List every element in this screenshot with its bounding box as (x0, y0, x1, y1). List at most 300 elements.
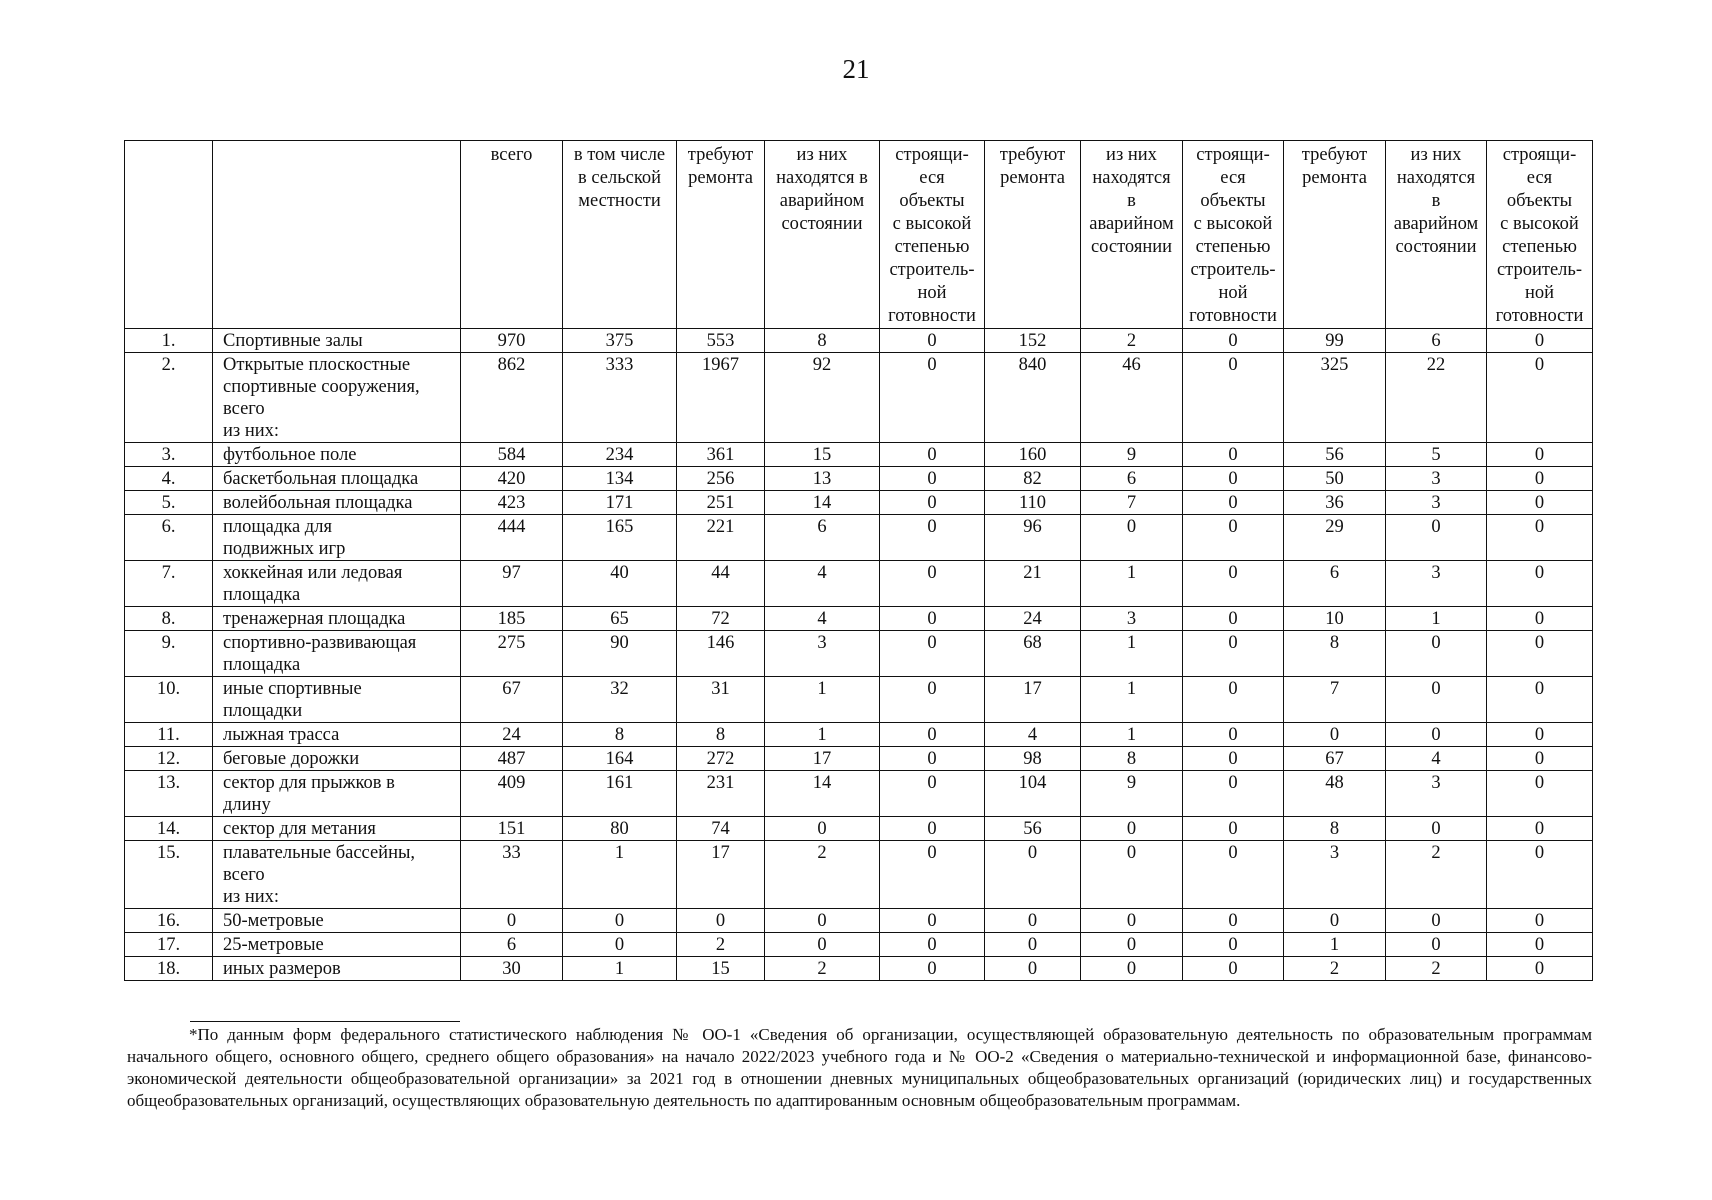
value-cell: 2 (765, 957, 880, 981)
row-name-line: всего (223, 865, 265, 885)
header-line: в том числе (573, 145, 666, 165)
header-line: объекты (899, 191, 965, 211)
value-cell: 0 (1183, 561, 1284, 607)
value-cell: 333 (563, 353, 677, 443)
table-row (125, 677, 1593, 723)
header-cell (1183, 141, 1284, 329)
value-cell: 0 (1081, 515, 1183, 561)
value-cell: 14 (765, 771, 880, 817)
value-cell: 0 (985, 841, 1081, 909)
value-cell: 104 (985, 771, 1081, 817)
row-number: 18. (125, 957, 213, 981)
value-cell: 0 (880, 443, 985, 467)
value-cell: 3 (1386, 561, 1487, 607)
value-cell: 553 (677, 329, 765, 353)
value-cell: 275 (461, 631, 563, 677)
header-cell (125, 141, 213, 329)
value-cell: 4 (765, 561, 880, 607)
row-name-line: 50-метровые (223, 911, 324, 931)
value-cell: 92 (765, 353, 880, 443)
value-cell: 0 (1081, 841, 1183, 909)
row-name (213, 607, 461, 631)
header-line: состоянии (1395, 237, 1477, 257)
table-row (125, 909, 1593, 933)
row-number: 4. (125, 467, 213, 491)
value-cell: 151 (461, 817, 563, 841)
value-cell: 0 (1487, 677, 1593, 723)
row-name-line: площадка для (223, 517, 332, 537)
header-line: с высокой (1500, 214, 1579, 234)
header-cell (563, 141, 677, 329)
value-cell: 0 (1386, 933, 1487, 957)
header-line: с высокой (892, 214, 972, 234)
value-cell: 0 (1284, 909, 1386, 933)
value-cell: 164 (563, 747, 677, 771)
row-number: 1. (125, 329, 213, 353)
header-cell (1487, 141, 1593, 329)
value-cell: 7 (1081, 491, 1183, 515)
value-cell: 1 (563, 841, 677, 909)
row-name-line: 25-метровые (223, 935, 324, 955)
value-cell: 1 (1081, 561, 1183, 607)
table-row (125, 329, 1593, 353)
value-cell: 17 (765, 747, 880, 771)
table-row (125, 467, 1593, 491)
row-name-line: из них: (223, 421, 280, 441)
value-cell: 4 (1386, 747, 1487, 771)
header-line: ной (1524, 283, 1555, 303)
value-cell: 0 (1487, 443, 1593, 467)
header-line: строитель- (1190, 260, 1276, 280)
row-name (213, 515, 461, 561)
row-name-line: спортивные сооружения, (223, 377, 420, 397)
value-cell: 840 (985, 353, 1081, 443)
value-cell: 1 (765, 723, 880, 747)
value-cell: 0 (1081, 933, 1183, 957)
header-line: степенью (894, 237, 970, 257)
value-cell: 1 (1081, 677, 1183, 723)
value-cell: 420 (461, 467, 563, 491)
value-cell: 96 (985, 515, 1081, 561)
value-cell: 0 (1183, 491, 1284, 515)
value-cell: 65 (563, 607, 677, 631)
value-cell: 0 (1386, 515, 1487, 561)
value-cell: 0 (880, 329, 985, 353)
header-line: в (1431, 191, 1441, 211)
value-cell: 0 (880, 561, 985, 607)
value-cell: 3 (1386, 771, 1487, 817)
table-row (125, 841, 1593, 909)
row-name (213, 631, 461, 677)
value-cell: 29 (1284, 515, 1386, 561)
header-line: ремонта (1000, 168, 1065, 188)
row-number: 5. (125, 491, 213, 515)
row-name (213, 909, 461, 933)
header-cell (1284, 141, 1386, 329)
value-cell: 0 (1487, 467, 1593, 491)
value-cell: 444 (461, 515, 563, 561)
value-cell: 0 (1487, 841, 1593, 909)
row-number: 11. (125, 723, 213, 747)
row-name-line: площадка (223, 585, 301, 605)
value-cell: 231 (677, 771, 765, 817)
row-number: 15. (125, 841, 213, 909)
row-name-line: площадка (223, 655, 301, 675)
value-cell: 161 (563, 771, 677, 817)
value-cell: 0 (880, 631, 985, 677)
row-name (213, 933, 461, 957)
value-cell: 0 (1081, 817, 1183, 841)
row-name (213, 957, 461, 981)
value-cell: 90 (563, 631, 677, 677)
value-cell: 110 (985, 491, 1081, 515)
value-cell: 0 (985, 933, 1081, 957)
value-cell: 32 (563, 677, 677, 723)
sports-facilities-table (124, 140, 1593, 981)
table-row (125, 491, 1593, 515)
header-line: аварийном (1393, 214, 1479, 234)
value-cell: 2 (1081, 329, 1183, 353)
row-name-line: беговые дорожки (223, 749, 360, 769)
table-row (125, 933, 1593, 957)
value-cell: 0 (1487, 723, 1593, 747)
row-name (213, 747, 461, 771)
value-cell: 0 (880, 491, 985, 515)
value-cell: 256 (677, 467, 765, 491)
value-cell: 2 (1386, 957, 1487, 981)
value-cell: 0 (1183, 723, 1284, 747)
header-cell (765, 141, 880, 329)
value-cell: 152 (985, 329, 1081, 353)
value-cell: 134 (563, 467, 677, 491)
value-cell: 0 (1183, 841, 1284, 909)
value-cell: 0 (1183, 909, 1284, 933)
header-line: еся (919, 168, 945, 188)
value-cell: 67 (1284, 747, 1386, 771)
value-cell: 1 (563, 957, 677, 981)
row-name-line: Спортивные залы (223, 331, 363, 351)
value-cell: 0 (1183, 329, 1284, 353)
value-cell: 0 (1183, 677, 1284, 723)
row-name-line: площадки (223, 701, 303, 721)
header-line: из них (1410, 145, 1462, 165)
table-body (125, 329, 1593, 981)
row-name-line: плавательные бассейны, (223, 843, 416, 863)
value-cell: 0 (765, 909, 880, 933)
row-name-line: футбольное поле (223, 445, 357, 465)
value-cell: 9 (1081, 443, 1183, 467)
value-cell: 0 (1487, 957, 1593, 981)
value-cell: 0 (985, 957, 1081, 981)
value-cell: 2 (677, 933, 765, 957)
value-cell: 8 (1081, 747, 1183, 771)
value-cell: 0 (1284, 723, 1386, 747)
value-cell: 0 (1487, 631, 1593, 677)
value-cell: 361 (677, 443, 765, 467)
value-cell: 4 (985, 723, 1081, 747)
table-row (125, 353, 1593, 443)
footnote: *По данным форм федерального статистического наблюдения № ОО-1 «Сведения об организации, осуществляющей образовательную деятельность по образовательным программам начального общего, основного общего, среднего общего образования» на начало 2022/2023 учебного года и № ОО-2 «Сведения о материально-технической и информационной базе, финансово-экономической деятельности общеобразовательной организации» за 2021 год в отношении дневных муниципальных общеобразовательных организаций (юридических лиц) и государственных общеобразовательных организаций, осуществляющих образовательную деятельность по адаптированным основным общеобразовательным программам. (127, 1025, 1592, 1110)
value-cell: 584 (461, 443, 563, 467)
row-name-line: тренажерная площадка (223, 609, 406, 629)
value-cell: 44 (677, 561, 765, 607)
table-row (125, 515, 1593, 561)
header-line: находятся в (776, 168, 868, 188)
row-name-line: всего (223, 399, 265, 419)
value-cell: 0 (1183, 817, 1284, 841)
value-cell: 3 (1081, 607, 1183, 631)
row-name-line: сектор для прыжков в (223, 773, 395, 793)
row-number: 9. (125, 631, 213, 677)
value-cell: 160 (985, 443, 1081, 467)
row-number: 13. (125, 771, 213, 817)
row-name-line: лыжная трасса (223, 725, 340, 745)
value-cell: 8 (765, 329, 880, 353)
value-cell: 0 (985, 909, 1081, 933)
value-cell: 10 (1284, 607, 1386, 631)
row-name-line: сектор для метания (223, 819, 376, 839)
value-cell: 40 (563, 561, 677, 607)
table-row (125, 817, 1593, 841)
header-line: ной (917, 283, 947, 303)
row-name-line: иные спортивные (223, 679, 362, 699)
value-cell: 72 (677, 607, 765, 631)
row-name (213, 353, 461, 443)
table-row (125, 957, 1593, 981)
header-line: степенью (1195, 237, 1271, 257)
header-line: объекты (1200, 191, 1266, 211)
value-cell: 15 (765, 443, 880, 467)
header-line: ремонта (688, 168, 753, 188)
value-cell: 0 (1487, 933, 1593, 957)
value-cell: 97 (461, 561, 563, 607)
row-number: 2. (125, 353, 213, 443)
header-line: находятся (1092, 168, 1171, 188)
value-cell: 67 (461, 677, 563, 723)
value-cell: 0 (1386, 909, 1487, 933)
value-cell: 2 (1284, 957, 1386, 981)
value-cell: 36 (1284, 491, 1386, 515)
row-number: 12. (125, 747, 213, 771)
value-cell: 0 (880, 677, 985, 723)
value-cell: 8 (563, 723, 677, 747)
value-cell: 3 (1386, 467, 1487, 491)
row-name (213, 561, 461, 607)
header-line: находятся (1396, 168, 1476, 188)
header-cell (461, 141, 563, 329)
header-line: объекты (1506, 191, 1573, 211)
row-name-line: спортивно-развивающая (223, 633, 417, 653)
value-cell: 56 (985, 817, 1081, 841)
table-row (125, 723, 1593, 747)
value-cell: 0 (880, 515, 985, 561)
value-cell: 487 (461, 747, 563, 771)
header-line: строящи- (1502, 145, 1577, 165)
value-cell: 0 (1487, 909, 1593, 933)
header-line: строящи- (895, 145, 969, 165)
value-cell: 2 (765, 841, 880, 909)
value-cell: 9 (1081, 771, 1183, 817)
value-cell: 171 (563, 491, 677, 515)
value-cell: 68 (985, 631, 1081, 677)
header-line: аварийном (779, 191, 865, 211)
footnote-divider (190, 1021, 460, 1022)
header-line: строитель- (1496, 260, 1583, 280)
value-cell: 0 (1386, 817, 1487, 841)
header-cell (880, 141, 985, 329)
value-cell: 0 (1183, 607, 1284, 631)
value-cell: 13 (765, 467, 880, 491)
value-cell: 0 (880, 771, 985, 817)
value-cell: 234 (563, 443, 677, 467)
value-cell: 1 (1081, 631, 1183, 677)
table-row (125, 631, 1593, 677)
row-name-line: баскетбольная площадка (223, 469, 419, 489)
value-cell: 74 (677, 817, 765, 841)
header-line: строитель- (889, 260, 975, 280)
value-cell: 99 (1284, 329, 1386, 353)
value-cell: 0 (880, 957, 985, 981)
value-cell: 0 (1183, 771, 1284, 817)
row-name (213, 491, 461, 515)
header-line: с высокой (1193, 214, 1273, 234)
value-cell: 165 (563, 515, 677, 561)
row-name (213, 443, 461, 467)
value-cell: 0 (461, 909, 563, 933)
value-cell: 0 (677, 909, 765, 933)
value-cell: 80 (563, 817, 677, 841)
header-cell (1386, 141, 1487, 329)
row-number: 16. (125, 909, 213, 933)
row-name-line: иных размеров (223, 959, 341, 979)
value-cell: 1 (1284, 933, 1386, 957)
value-cell: 0 (880, 467, 985, 491)
row-number: 6. (125, 515, 213, 561)
table-header-row (125, 141, 1593, 329)
value-cell: 1 (1386, 607, 1487, 631)
table-row (125, 561, 1593, 607)
value-cell: 3 (1386, 491, 1487, 515)
value-cell: 409 (461, 771, 563, 817)
header-line: в сельской (577, 168, 662, 188)
value-cell: 22 (1386, 353, 1487, 443)
value-cell: 48 (1284, 771, 1386, 817)
row-name (213, 329, 461, 353)
page-number: 21 (842, 54, 870, 84)
table-row (125, 747, 1593, 771)
header-line: состоянии (1090, 237, 1173, 257)
header-line: готовности (1495, 306, 1584, 326)
value-cell: 46 (1081, 353, 1183, 443)
header-line: ремонта (1302, 168, 1367, 188)
value-cell: 7 (1284, 677, 1386, 723)
value-cell: 862 (461, 353, 563, 443)
value-cell: 0 (880, 607, 985, 631)
row-number: 14. (125, 817, 213, 841)
value-cell: 0 (1081, 909, 1183, 933)
header-line: еся (1526, 168, 1553, 188)
value-cell: 0 (1183, 443, 1284, 467)
header-line: требуют (687, 145, 754, 165)
value-cell: 0 (880, 723, 985, 747)
value-cell: 423 (461, 491, 563, 515)
value-cell: 1 (765, 677, 880, 723)
row-number: 3. (125, 443, 213, 467)
value-cell: 0 (765, 933, 880, 957)
header-line: состоянии (781, 214, 863, 234)
value-cell: 0 (1183, 631, 1284, 677)
value-cell: 0 (1487, 607, 1593, 631)
value-cell: 24 (461, 723, 563, 747)
value-cell: 0 (1487, 561, 1593, 607)
value-cell: 56 (1284, 443, 1386, 467)
header-cell (985, 141, 1081, 329)
header-line: строящи- (1196, 145, 1270, 165)
value-cell: 6 (1386, 329, 1487, 353)
value-cell: 17 (677, 841, 765, 909)
row-name (213, 817, 461, 841)
row-name-line: подвижных игр (223, 539, 346, 559)
value-cell: 33 (461, 841, 563, 909)
header-line: требуют (1301, 145, 1368, 165)
value-cell: 3 (765, 631, 880, 677)
value-cell: 325 (1284, 353, 1386, 443)
header-line: аварийном (1089, 214, 1174, 234)
value-cell: 24 (985, 607, 1081, 631)
value-cell: 15 (677, 957, 765, 981)
value-cell: 4 (765, 607, 880, 631)
row-name (213, 467, 461, 491)
header-line: в (1127, 191, 1136, 211)
row-name-line: Открытые плоскостные (223, 355, 411, 375)
header-line: степенью (1502, 237, 1577, 257)
value-cell: 0 (880, 933, 985, 957)
row-name-line: из них: (223, 887, 280, 907)
header-cell (1081, 141, 1183, 329)
value-cell: 0 (765, 817, 880, 841)
value-cell: 272 (677, 747, 765, 771)
row-name (213, 771, 461, 817)
row-number: 17. (125, 933, 213, 957)
value-cell: 0 (1183, 467, 1284, 491)
header-line: из них (796, 145, 848, 165)
value-cell: 0 (1487, 491, 1593, 515)
value-cell: 21 (985, 561, 1081, 607)
value-cell: 0 (563, 933, 677, 957)
value-cell: 0 (1183, 933, 1284, 957)
row-name-line: длину (223, 795, 271, 815)
value-cell: 82 (985, 467, 1081, 491)
value-cell: 0 (880, 841, 985, 909)
value-cell: 8 (1284, 817, 1386, 841)
value-cell: 0 (1487, 817, 1593, 841)
value-cell: 0 (1183, 515, 1284, 561)
value-cell: 375 (563, 329, 677, 353)
table-row (125, 607, 1593, 631)
value-cell: 5 (1386, 443, 1487, 467)
value-cell: 0 (880, 909, 985, 933)
value-cell: 146 (677, 631, 765, 677)
row-name-line: волейбольная площадка (223, 493, 413, 513)
value-cell: 221 (677, 515, 765, 561)
row-number: 10. (125, 677, 213, 723)
value-cell: 0 (1386, 677, 1487, 723)
value-cell: 0 (880, 353, 985, 443)
header-cell (213, 141, 461, 329)
value-cell: 14 (765, 491, 880, 515)
value-cell: 0 (1487, 515, 1593, 561)
value-cell: 0 (1386, 631, 1487, 677)
